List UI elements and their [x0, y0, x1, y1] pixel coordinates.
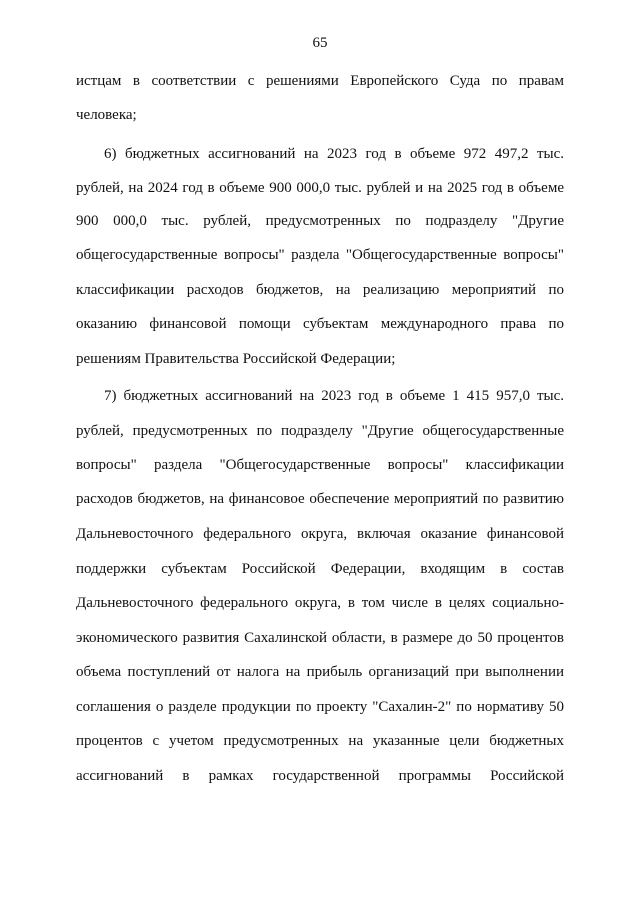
text-line: объема поступлений от налога на прибыль организаций при выполнении — [76, 664, 564, 680]
text-line: вопросы" раздела "Общегосударственные вопросы" классификации — [76, 457, 564, 473]
text-line: оказанию финансовой помощи субъектам международного права по — [76, 316, 564, 332]
text-line: Дальневосточного федерального округа, включая оказание финансовой — [76, 526, 564, 542]
text-line: классификации расходов бюджетов, на реализацию мероприятий по — [76, 282, 564, 298]
text-line: рублей, предусмотренных по подразделу "Другие общегосударственные — [76, 423, 564, 439]
text-line: человека; — [76, 107, 137, 123]
text-line: ассигнований в рамках государственной программы Российской — [76, 768, 564, 784]
text-line: экономического развития Сахалинской области, в размере до 50 процентов — [76, 630, 564, 646]
page-number: 65 — [312, 35, 328, 51]
text-line: рублей, на 2024 год в объеме 900 000,0 тыс. рублей и на 2025 год в объеме — [76, 180, 564, 196]
text-line: Дальневосточного федерального округа, в том числе в целях социально- — [76, 595, 564, 611]
text-line: 7) бюджетных ассигнований на 2023 год в объеме 1 415 957,0 тыс. — [104, 388, 564, 404]
text-line: соглашения о разделе продукции по проекту "Сахалин-2" по нормативу 50 — [76, 699, 564, 715]
text-line: решениям Правительства Российской Федерации; — [76, 351, 396, 367]
text-line: 900 000,0 тыс. рублей, предусмотренных по подразделу "Другие — [76, 213, 564, 229]
text-line: истцам в соответствии с решениями Европейского Суда по правам — [76, 73, 564, 89]
text-line: общегосударственные вопросы" раздела "Общегосударственные вопросы" — [76, 247, 564, 263]
text-line: 6) бюджетных ассигнований на 2023 год в объеме 972 497,2 тыс. — [104, 146, 564, 162]
text-line: процентов с учетом предусмотренных на указанные цели бюджетных — [76, 733, 564, 749]
text-line: поддержки субъектам Российской Федерации, входящим в состав — [76, 561, 564, 577]
text-line: расходов бюджетов, на финансовое обеспечение мероприятий по развитию — [76, 491, 564, 507]
